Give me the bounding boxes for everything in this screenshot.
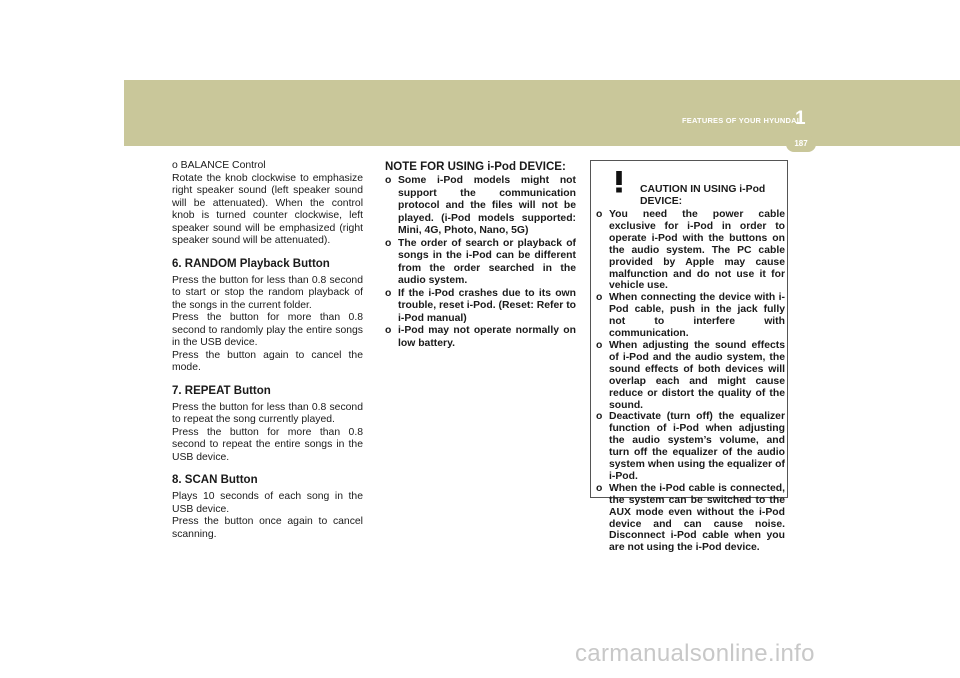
note-item: o Some i-Pod models might not support the communication protocol and the files will not be played. (i-Pod models supported: Mini, 4G, Photo, Nano, 5G): [385, 175, 576, 238]
repeat-heading: 7. REPEAT Button: [172, 384, 271, 397]
scan-text-2: Press the button once again to cancel scanning.: [172, 516, 363, 540]
note-item: o If the i-Pod crashes due to its own trouble, reset i-Pod. (Reset: Refer to i-Pod manual): [385, 288, 576, 326]
scan-text-1: Plays 10 seconds of each song in the USB device.: [172, 491, 363, 515]
note-title: NOTE FOR USING i-Pod DEVICE:: [385, 161, 566, 173]
header-band: [124, 80, 960, 146]
repeat-text-1: Press the button for less than 0.8 second to repeat the song currently played.: [172, 401, 363, 425]
random-heading: 6. RANDOM Playback Button: [172, 257, 330, 270]
balance-text: Rotate the knob clockwise to emphasize right speaker sound (left speaker sound will be attenuated). When the control knob is turned counter clockwise, left speaker sound will be emphasized (right speaker sound will be attenuated).: [172, 172, 363, 246]
caution-title: CAUTION IN USING i-Pod DEVICE:: [640, 184, 766, 207]
chapter-number: 1: [795, 108, 806, 129]
caution-item: o When connecting the device with i-Pod cable, push in the jack fully not to interfere with communication.: [596, 292, 785, 340]
caution-item: o Deactivate (turn off) the equalizer function of i-Pod when adjusting the audio system’s volume, and turn off the equalizer of the audio system when using the equalizer of i-Pod.: [596, 411, 785, 482]
caution-item: o You need the power cable exclusive for i-Pod in order to operate i-Pod with the buttons on the audio system. The PC cable provided by Apple may cause malfunction and do not use it for vehicle use.: [596, 209, 785, 292]
caution-list-wrapper: [596, 209, 785, 554]
caution-item: o When the i-Pod cable is connected, the system can be switched to the AUX mode even without the i-Pod device and can cause noise. Disconnect i-Pod cable when you are not using the i-Pod device.: [596, 483, 785, 554]
balance-title: o BALANCE Control: [172, 160, 266, 171]
note-list: [385, 175, 576, 350]
warning-icon: [602, 165, 636, 195]
note-item: o The order of search or playback of songs in the i-Pod can be different from the order searched in the audio system.: [385, 238, 576, 288]
random-text-2: Press the button for more than 0.8 second to randomly play the entire songs in the USB device.: [172, 312, 363, 348]
left-column: [172, 160, 363, 541]
note-column: [385, 160, 576, 350]
chapter-title: FEATURES OF YOUR HYUNDAI: [682, 116, 800, 125]
page-number: 187: [794, 139, 808, 148]
caution-list: [596, 209, 785, 554]
scan-heading: 8. SCAN Button: [172, 474, 258, 486]
watermark: carmanualsonline.info: [575, 640, 815, 667]
repeat-text-2: Press the button for more than 0.8 second to repeat the entire songs in the USB device.: [172, 426, 363, 463]
random-text-1: Press the button for less than 0.8 second to start or stop the random playback of the songs in the current folder.: [172, 274, 363, 311]
note-item: o i-Pod may not operate normally on low battery.: [385, 325, 576, 350]
random-text-3: Press the button again to cancel the mode.: [172, 349, 363, 373]
caution-item: o When adjusting the sound effects of i-Pod and the audio system, the sound effects of both devices will overlap each and might cause reduce or distort the quality of the sound.: [596, 340, 785, 411]
